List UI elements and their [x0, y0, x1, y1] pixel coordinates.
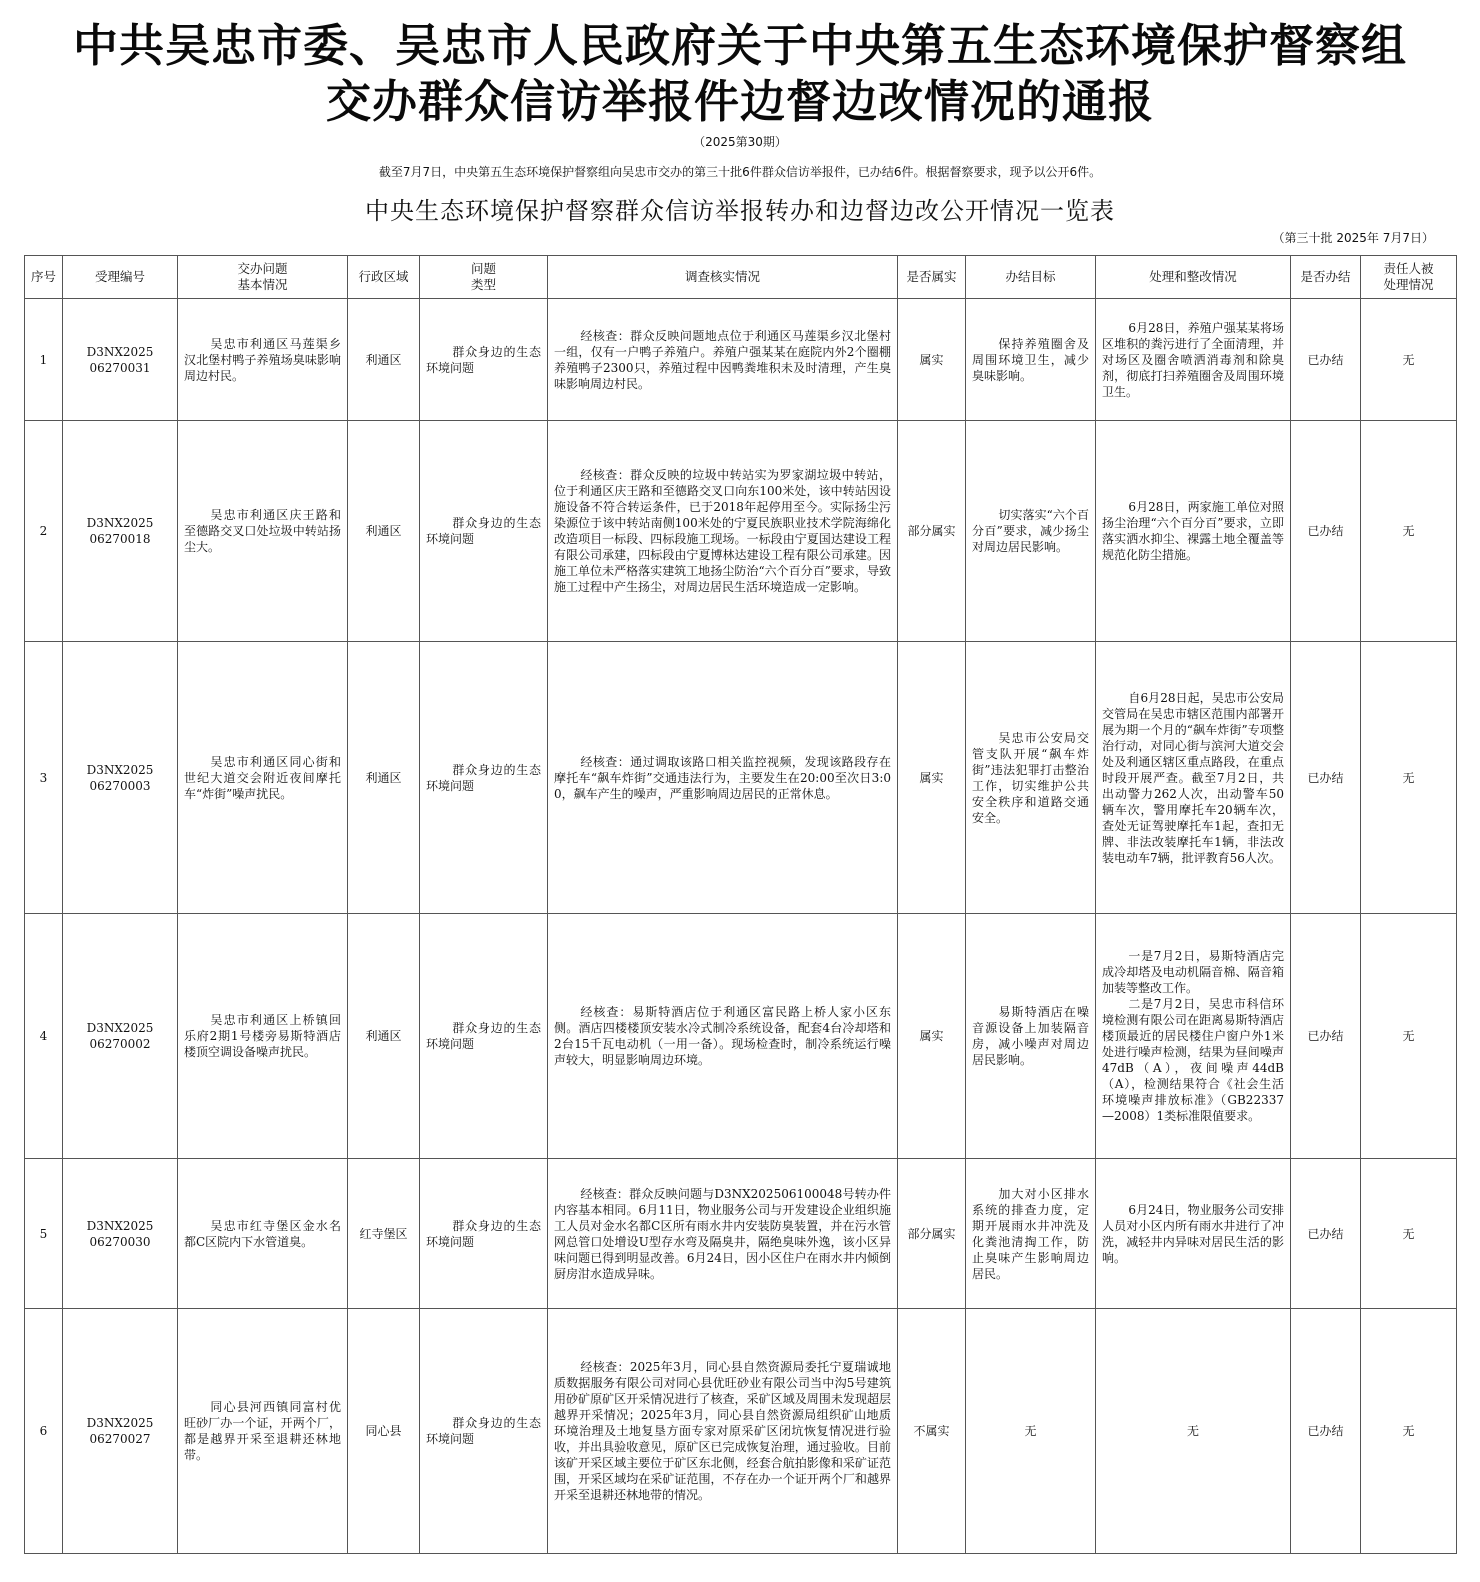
cell-type: 群众身边的生态环境问题 — [420, 914, 548, 1159]
complaint-table — [24, 255, 1457, 1554]
cell-type: 群众身边的生态环境问题 — [420, 1159, 548, 1309]
cell-seq: 6 — [25, 1309, 63, 1554]
header-id: 受理编号 — [63, 256, 178, 299]
cell-seq: 1 — [25, 299, 63, 421]
cell-accountability: 无 — [1361, 1309, 1457, 1554]
cell-issue: 吴忠市利通区上桥镇回乐府2期1号楼旁易斯特酒店楼顶空调设备噪声扰民。 — [178, 914, 348, 1159]
cell-goal: 吴忠市公安局交管支队开展“飙车炸街”违法犯罪打击整治工作，切实维护公共安全秩序和道路交通安全。 — [966, 642, 1096, 914]
cell-verified: 属实 — [898, 642, 966, 914]
cell-closed: 已办结 — [1291, 299, 1361, 421]
header-investigation: 调查核实情况 — [548, 256, 898, 299]
header-handling: 处理和整改情况 — [1096, 256, 1291, 299]
table-row — [25, 421, 1457, 642]
cell-id: D3NX2025 06270003 — [63, 642, 178, 914]
cell-handling — [1096, 914, 1291, 1159]
cell-investigation: 经核查：群众反映问题与D3NX202506100048号转办件内容基本相同。6月11日，物业服务公司与开发建设企业组织施工人员对金水名都C区所有雨水井内安装防臭装置，并在污水管网总管口处增设U型存水弯及隔臭井，隔绝臭味外逸，该小区异味问题已得到明显改善。6月24日，因小区住户在雨水井内倾倒厨房泔水造成异味。 — [548, 1159, 898, 1309]
table-row — [25, 299, 1457, 421]
header-region: 行政区域 — [348, 256, 420, 299]
document-title — [0, 18, 1480, 130]
cell-type: 群众身边的生态环境问题 — [420, 421, 548, 642]
header-seq: 序号 — [25, 256, 63, 299]
header-accountability: 责任人被 处理情况 — [1361, 256, 1457, 299]
cell-issue: 吴忠市利通区马莲渠乡汉北堡村鸭子养殖场臭味影响周边村民。 — [178, 299, 348, 421]
title-line-1: 中共吴忠市委、吴忠市人民政府关于中央第五生态环境保护督察组 — [72, 19, 1407, 72]
cell-id: D3NX2025 06270018 — [63, 421, 178, 642]
cell-investigation: 经核查：通过调取该路口相关监控视频，发现该路段存在摩托车“飙车炸街”交通违法行为，主要发生在20:00至次日3:00，飙车产生的噪声，严重影响周边居民的正常休息。 — [548, 642, 898, 914]
header-issue: 交办问题 基本情况 — [178, 256, 348, 299]
cell-goal: 无 — [966, 1309, 1096, 1554]
cell-handling: 6月28日，两家施工单位对照扬尘治理“六个百分百”要求，立即落实洒水抑尘、裸露土地全覆盖等规范化防尘措施。 — [1096, 421, 1291, 642]
cell-region: 红寺堡区 — [348, 1159, 420, 1309]
cell-handling: 自6月28日起，吴忠市公安局交管局在吴忠市辖区范围内部署开展为期一个月的“飙车炸街”专项整治行动，对同心街与滨河大道交会处及利通区辖区重点路段，在重点时段开展严查。截至7月2日，共出动警力262人次，出动警车50辆车次，警用摩托车20辆车次，查处无证驾驶摩托车1起，查扣无牌、非法改装摩托车1辆，非法改装电动车7辆，批评教育56人次。 — [1096, 642, 1291, 914]
table-row — [25, 1309, 1457, 1554]
cell-verified: 属实 — [898, 299, 966, 421]
cell-verified: 部分属实 — [898, 421, 966, 642]
cell-accountability: 无 — [1361, 421, 1457, 642]
cell-goal: 保持养殖圈舍及周围环境卫生，减少臭味影响。 — [966, 299, 1096, 421]
table-row — [25, 1159, 1457, 1309]
cell-issue: 吴忠市利通区同心街和世纪大道交会附近夜间摩托车“炸街”噪声扰民。 — [178, 642, 348, 914]
cell-investigation: 经核查：易斯特酒店位于利通区富民路上桥人家小区东侧。酒店四楼楼顶安装水冷式制冷系统设备，配套4台冷却塔和2台15千瓦电动机（一用一备）。现场检查时，制冷系统运行噪声较大，明显影响周边环境。 — [548, 914, 898, 1159]
cell-seq: 4 — [25, 914, 63, 1159]
cell-type: 群众身边的生态环境问题 — [420, 299, 548, 421]
cell-closed: 已办结 — [1291, 1159, 1361, 1309]
header-verified: 是否属实 — [898, 256, 966, 299]
intro-paragraph: 截至7月7日，中央第五生态环境保护督察组向吴忠市交办的第三十批6件群众信访举报件，已办结6件。根据督察要求，现予以公开6件。 — [378, 165, 1102, 179]
table-row — [25, 642, 1457, 914]
cell-issue: 吴忠市利通区庆王路和至德路交叉口处垃圾中转站扬尘大。 — [178, 421, 348, 642]
cell-accountability: 无 — [1361, 299, 1457, 421]
cell-accountability: 无 — [1361, 642, 1457, 914]
cell-issue: 吴忠市红寺堡区金水名都C区院内下水管道臭。 — [178, 1159, 348, 1309]
cell-region: 同心县 — [348, 1309, 420, 1554]
cell-investigation: 经核查：群众反映的垃圾中转站实为罗家湖垃圾中转站，位于利通区庆王路和至德路交叉口向东100米处，该中转站因设施设备不符合转运条件，已于2018年起停用至今。实际扬尘污染源位于该中转站南侧100米处的宁夏民族职业技术学院海绵化改造项目一标段、四标段施工现场。一标段由宁夏国达建设工程有限公司承建，四标段由宁夏博林达建设工程有限公司承建。因施工单位未严格落实建筑工地扬尘防治“六个百分百”要求，导致施工过程中产生扬尘，对周边居民生活环境造成一定影响。 — [548, 421, 898, 642]
cell-region: 利通区 — [348, 642, 420, 914]
cell-id: D3NX2025 06270031 — [63, 299, 178, 421]
cell-closed: 已办结 — [1291, 1309, 1361, 1554]
cell-handling: 无 — [1096, 1309, 1291, 1554]
handling-step-2: 二是7月2日，吴忠市科信环境检测有限公司在距离易斯特酒店楼顶最近的居民楼住户窗户外1米处进行噪声检测，结果为昼间噪声47dB（A），夜间噪声44dB（A），检测结果符合《社会生活环境噪声排放标准》（GB22337—2008）1类标准限值要求。 — [1102, 997, 1284, 1123]
title-line-2: 交办群众信访举报件边督边改情况的通报 — [325, 75, 1154, 128]
table-title: 中央生态环境保护督察群众信访举报转办和边督边改公开情况一览表 — [365, 197, 1115, 225]
table-row — [25, 914, 1457, 1159]
table-header-row — [25, 256, 1457, 299]
cell-investigation: 经核查：群众反映问题地点位于利通区马莲渠乡汉北堡村一组，仅有一户鸭子养殖户。养殖户强某某在庭院内外2个圈棚养殖鸭子2300只，养殖过程中因鸭粪堆积未及时清理，产生臭味影响周边村民。 — [548, 299, 898, 421]
cell-closed: 已办结 — [1291, 421, 1361, 642]
batch-date: （第三十批 2025年 7月7日） — [1272, 231, 1434, 245]
cell-issue: 同心县河西镇同富村优旺砂厂办一个证，开两个厂，都是越界开采至退耕还林地带。 — [178, 1309, 348, 1554]
cell-seq: 3 — [25, 642, 63, 914]
cell-id: D3NX2025 06270002 — [63, 914, 178, 1159]
cell-region: 利通区 — [348, 299, 420, 421]
cell-type: 群众身边的生态环境问题 — [420, 642, 548, 914]
cell-goal: 加大对小区排水系统的排查力度，定期开展雨水井冲洗及化粪池清掏工作，防止臭味产生影响周边居民。 — [966, 1159, 1096, 1309]
cell-accountability: 无 — [1361, 914, 1457, 1159]
cell-verified: 不属实 — [898, 1309, 966, 1554]
cell-verified: 属实 — [898, 914, 966, 1159]
header-closed: 是否办结 — [1291, 256, 1361, 299]
cell-handling: 6月24日，物业服务公司安排人员对小区内所有雨水井进行了冲洗，减轻井内异味对居民生活的影响。 — [1096, 1159, 1291, 1309]
cell-id: D3NX2025 06270030 — [63, 1159, 178, 1309]
handling-step-1: 一是7月2日，易斯特酒店完成冷却塔及电动机隔音棉、隔音箱加装等整改工作。 — [1102, 949, 1284, 995]
cell-investigation: 经核查：2025年3月，同心县自然资源局委托宁夏瑞诚地质数据服务有限公司对同心县优旺砂业有限公司当中沟5号建筑用砂矿原矿区开采情况进行了核查，采矿区域及周围未发现超层越界开采情况；2025年3月，同心县自然资源局组织矿山地质环境治理及土地复垦方面专家对原采矿区闭坑恢复情况进行验收，并出具验收意见，原矿区已完成恢复治理，通过验收。目前该矿开采区域主要位于矿区东北侧，经套合航拍影像和采矿证范围，开采区域均在采矿证范围，不存在办一个证开两个厂和越界开采至退耕还林地带的情况。 — [548, 1309, 898, 1554]
cell-handling: 6月28日，养殖户强某某将场区堆积的粪污进行了全面清理，并对场区及圈舍喷洒消毒剂和除臭剂，彻底打扫养殖圈舍及周围环境卫生。 — [1096, 299, 1291, 421]
cell-goal: 切实落实“六个百分百”要求，减少扬尘对周边居民影响。 — [966, 421, 1096, 642]
cell-type: 群众身边的生态环境问题 — [420, 1309, 548, 1554]
cell-id: D3NX2025 06270027 — [63, 1309, 178, 1554]
cell-seq: 2 — [25, 421, 63, 642]
cell-goal: 易斯特酒店在噪音源设备上加装隔音房，减小噪声对周边居民影响。 — [966, 914, 1096, 1159]
cell-closed: 已办结 — [1291, 642, 1361, 914]
header-type: 问题 类型 — [420, 256, 548, 299]
cell-seq: 5 — [25, 1159, 63, 1309]
cell-region: 利通区 — [348, 421, 420, 642]
header-goal: 办结目标 — [966, 256, 1096, 299]
issue-number: （2025第30期） — [693, 135, 787, 149]
cell-region: 利通区 — [348, 914, 420, 1159]
cell-verified: 部分属实 — [898, 1159, 966, 1309]
cell-closed: 已办结 — [1291, 914, 1361, 1159]
cell-accountability: 无 — [1361, 1159, 1457, 1309]
